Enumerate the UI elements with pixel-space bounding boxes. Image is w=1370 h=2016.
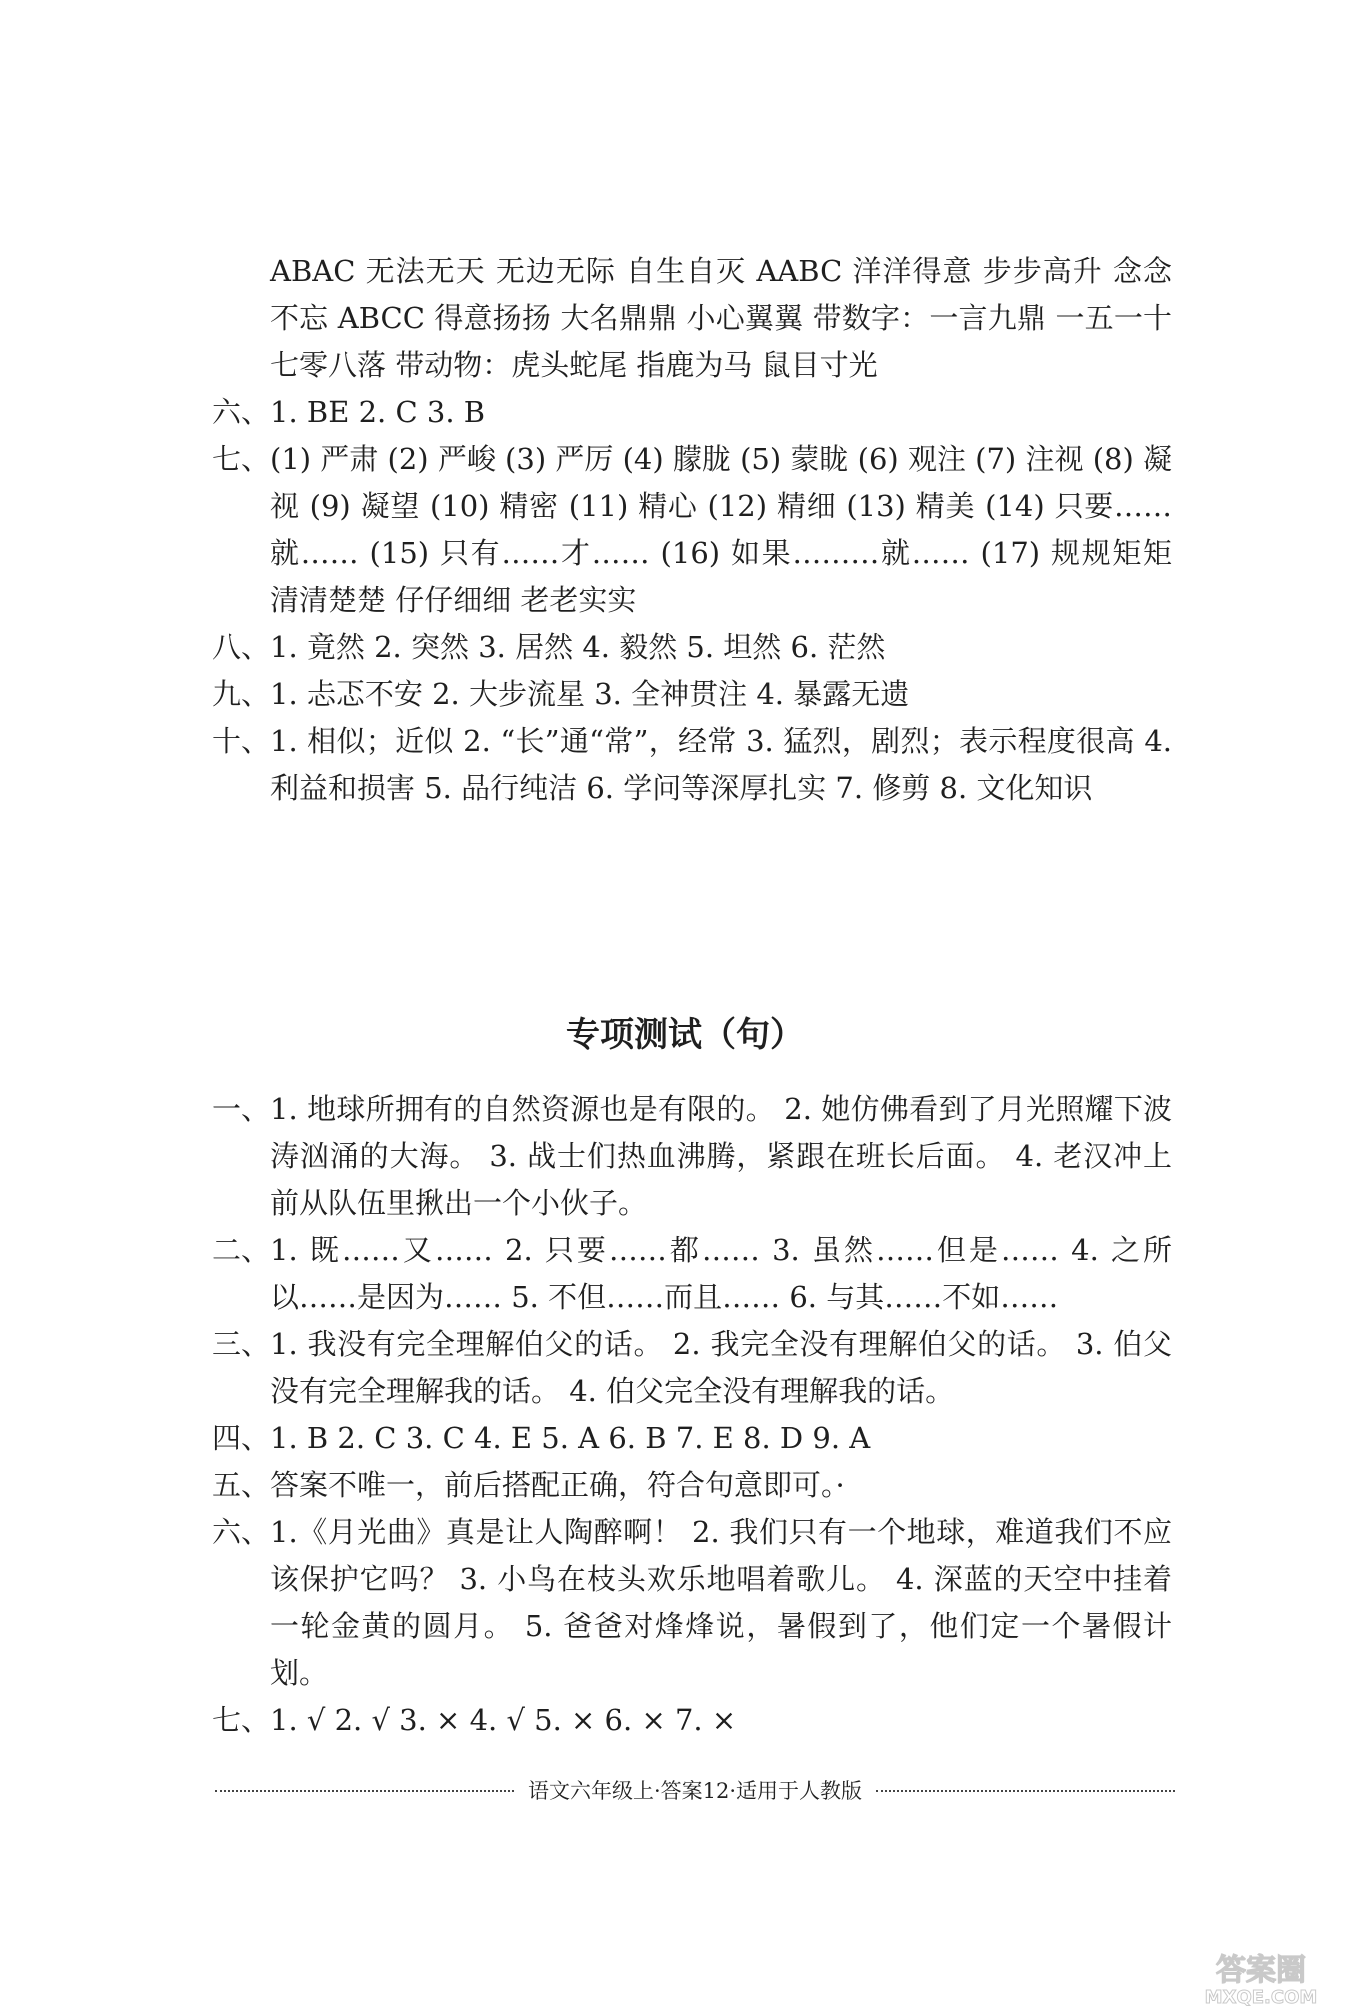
item-label: 七、 (212, 442, 271, 476)
footer-text: 语文六年级上·答案12·适用于人教版 (527, 1779, 863, 1803)
item-text: 答案不唯一，前后搭配正确，符合句意即可。· (270, 1468, 845, 1502)
item-text: 1. 忐忑不安 2. 大步流星 3. 全神贯注 4. 暴露无遗 (270, 677, 910, 711)
answer-item-2 (212, 1227, 1172, 1321)
item-label: 三、 (212, 1327, 271, 1361)
sentence-test-section (212, 1086, 1172, 1744)
item-text: 1. 我没有完全理解伯父的话。 2. 我完全没有理解伯父的话。 3. 伯父没有完全理解我的话。 4. 伯父完全没有理解我的话。 (270, 1327, 1172, 1408)
answer-item-6b (212, 1509, 1172, 1697)
item-text: 1. √ 2. √ 3. × 4. √ 5. × 6. × 7. × (270, 1703, 737, 1737)
item-label: 一、 (212, 1092, 271, 1126)
item-label: 二、 (212, 1233, 271, 1267)
item-label: 九、 (212, 677, 271, 711)
item-label: 五、 (212, 1468, 271, 1502)
answer-item-7b (212, 1697, 1172, 1744)
item-label: 四、 (212, 1421, 271, 1455)
answer-item-8 (212, 624, 1172, 671)
footer-dotted-rule-left (215, 1790, 514, 1792)
page-footer (215, 1776, 1175, 1806)
footer-dotted-rule-right (876, 1790, 1175, 1792)
item-text: 1.《月光曲》真是让人陶醉啊！ 2. 我们只有一个地球，难道我们不应该保护它吗？ 3. 小鸟在枝头欢乐地唱着歌儿。 4. 深蓝的天空中挂着一轮金黄的圆月。 5. 爸爸对烽烽说，暑假到了，他们定一个暑假计划。 (270, 1515, 1172, 1690)
continued-text: ABAC 无法无天 无边无际 自生自灭 AABC 洋洋得意 步步高升 念念不忘 ABCC 得意扬扬 大名鼎鼎 小心翼翼 带数字：一言九鼎 一五一十 七零八落 带动物：虎头蛇尾 指鹿为马 鼠目寸光 (270, 254, 1172, 382)
item-text: 1. 相似；近似 2. “长”通“常”，经常 3. 猛烈，剧烈；表示程度很高 4. 利益和损害 5. 品行纯洁 6. 学问等深厚扎实 7. 修剪 8. 文化知识 (270, 724, 1172, 805)
continued-paragraph (212, 248, 1172, 389)
item-label: 八、 (212, 630, 271, 664)
answer-item-6 (212, 389, 1172, 436)
item-text: 1. B 2. C 3. C 4. E 5. A 6. B 7. E 8. D 9. A (270, 1421, 871, 1455)
answer-item-7 (212, 436, 1172, 624)
watermark-logo (1166, 1948, 1356, 2008)
section-title: 专项测试（句） (566, 1015, 804, 1055)
item-label: 六、 (212, 1515, 271, 1549)
item-text: (1) 严肃 (2) 严峻 (3) 严厉 (4) 朦胧 (5) 蒙眬 (6) 观注 (7) 注视 (8) 凝视 (9) 凝望 (10) 精密 (11) 精心 (12) 精细 (13) 精美 (14) 只要……就…… (15) 只有……才…… (16) 如果………就…… (17) 规规矩矩 清清楚楚 仔仔细细 老老实实 (270, 442, 1172, 617)
item-text: 1. BE 2. C 3. B (270, 395, 486, 429)
answer-item-10 (212, 718, 1172, 812)
item-text: 1. 既……又…… 2. 只要……都…… 3. 虽然……但是…… 4. 之所以……是因为…… 5. 不但……而且…… 6. 与其……不如…… (270, 1233, 1172, 1314)
item-label: 十、 (212, 724, 271, 758)
item-text: 1. 地球所拥有的自然资源也是有限的。 2. 她仿佛看到了月光照耀下波涛汹涌的大海。 3. 战士们热血沸腾，紧跟在班长后面。 4. 老汉冲上前从队伍里揪出一个小伙子。 (270, 1092, 1172, 1220)
answer-item-5 (212, 1462, 1172, 1509)
item-label: 六、 (212, 395, 271, 429)
item-text: 1. 竟然 2. 突然 3. 居然 4. 毅然 5. 坦然 6. 茫然 (270, 630, 886, 664)
watermark-top-text: 答案圈 (1216, 1953, 1306, 1988)
top-section (212, 248, 1172, 812)
item-label: 七、 (212, 1703, 271, 1737)
answer-item-3 (212, 1321, 1172, 1415)
answer-item-4 (212, 1415, 1172, 1462)
watermark-bottom-text: MXQE.COM (1204, 1987, 1318, 2008)
answer-item-9 (212, 671, 1172, 718)
answer-item-1 (212, 1086, 1172, 1227)
